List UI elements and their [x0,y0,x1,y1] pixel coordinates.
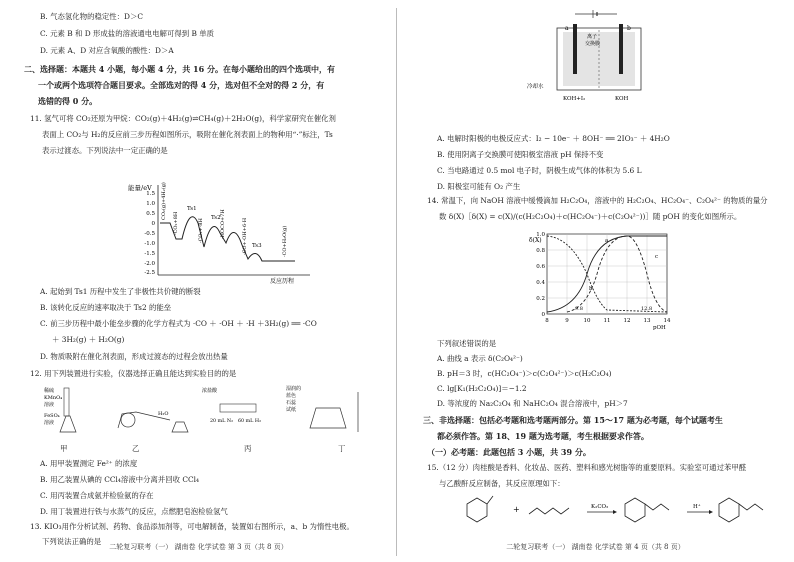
tick-8: -2.0 [144,261,155,267]
membrane-label-1: 离子 [587,34,598,40]
chart-ylabel: 能量/eV [128,184,152,192]
ytick-1: 1.0 [536,232,545,238]
right-solution: KOH [615,96,629,102]
species-6: ·CO+H₂O(g) [282,225,288,257]
section-3-line1: 三、非选择题：包括必考题和选考题两部分。第 15～17 题为必考题，每个试题考生 [423,415,723,425]
chart2-ylabel: δ(X) [529,237,542,244]
tick-1: 1.5 [146,191,155,197]
cinnamic-acid-ring [719,498,739,522]
q12-stem: 12. 用下列装置进行实验，仪器选择正确且能达到实验目的的是 [30,369,237,378]
ytick-6: 0 [541,312,545,318]
q13-stem: 13. KIO₃用作分析试剂、药物、食品添加剂等，可电解制备，装置如右图所示，a、b 为惰性电极。 [30,522,354,531]
label-a: a [565,25,569,32]
cinnamic-acid-chain [739,504,763,510]
species-labels [160,182,288,257]
ts1-label: Ts1 [187,206,197,212]
membrane-label-2: 交换膜 [585,41,601,47]
xtick-2: 9 [565,318,569,324]
chart-xlabel: 反应历程 [270,278,295,285]
burette-tube [64,388,69,416]
curve-label-c: c [655,254,659,260]
xtick-6: 13 [643,318,651,324]
option-b-prev: B. 气态氢化物的稳定性：D＞C [40,12,144,21]
q14-question: 下列叙述错误的是 [437,339,497,348]
q14-line2: 数 δ(X)［δ(X) = c(X)/(c(H₂C₂O₄)＋c(HC₂O₄⁻)＋c(C₂O₄²⁻))］随 pOH 的变化如图所示。 [439,212,742,221]
q13-option-c: C. 当电路通过 0.5 mol 电子时，阴极生成气体的体积为 5.6 L [437,166,642,175]
distillation-flask [121,413,135,427]
xtick-4: 11 [603,318,611,324]
erlenmeyer-flask [60,416,76,432]
q12-option-b: B. 用乙装置从碘的 CCl₄溶液中分离并回收 CCl₄ [40,475,199,484]
q11-option-b: B. 该转化反应的速率取决于 Ts2 的能垒 [40,303,172,312]
label-7: 浓盐酸 [202,388,218,394]
arrow-1-head [613,510,617,514]
tick-4: 0 [151,221,155,227]
electrode-a [573,24,577,74]
curve-label-b: b [589,286,593,292]
ytick-5: 0.2 [536,296,545,302]
q11-line3: 表示过渡态。下列说法中一定正确的是 [42,146,168,155]
section-3-line2: 都必须作答。第 18、19 题为选考题，考生根据要求作答。 [437,431,649,441]
grid [547,234,667,314]
electrode-b [619,24,623,74]
label-10: 湿润的 [286,386,302,392]
plus-sign: + [513,505,520,514]
chart2-xlabel: pOH [653,325,666,330]
section-2-line2: 一个或两个选项符合题目要求。全部选对的得 4 分，选对但不全对的得 2 分，有 [38,80,325,90]
species-4: ·HOCO+7H [220,209,226,239]
tick-6: -1.0 [144,241,155,247]
energy-curve [160,217,295,261]
right-footer: 二轮复习联考（一） 湖南卷 化学试卷 第 4 页（共 8 页） [506,543,685,552]
label-3: 溶液 [44,402,55,408]
anhydride [529,508,569,514]
species-5: ·CO+·OH+6·H [242,217,248,255]
reaction-vessel [310,408,346,428]
ts2-label: Ts2 [211,215,221,221]
left-solution: KOH+I₂ [563,96,586,102]
q12-option-d: D. 用丁装置进行铁与水蒸气的反应，点燃肥皂泡检验氢气 [40,507,228,516]
label-9: 60 mL H₂ [238,419,261,424]
species-2: ·CO₂+8H [173,211,179,235]
q14-option-a: A. 曲线 a 表示 δ(C₂O₄²⁻) [437,354,523,363]
q12-option-c: C. 用丙装置合成氨并检验氨的存在 [40,491,154,500]
q15-line1: 15.（12 分）肉桂酸是香料、化妆品、医药、塑料和感光树脂等的重要原料。实验室可通过苯甲醛 [427,463,747,472]
species-3: ·CO₂+·8H [198,218,204,243]
intermediate-chain [645,504,669,510]
tag-ding: 丁 [338,444,346,453]
intermediate-ring [625,498,645,522]
option-c-prev: C. 元素 B 和 D 形成盐的溶液通电电解可得到 B 单质 [40,29,215,38]
q14-option-c: C. lg[K₁(H₂C₂O₄)]＝−1.2 [437,384,527,393]
label-b: b [627,25,631,32]
xtick-7: 14 [663,318,671,324]
label-13: 试纸 [286,407,297,413]
q11-option-c2: ＋ 3H₂(g) ＋ H₂O(g) [52,335,125,344]
label-2: KMnO₄ [44,395,63,401]
option-d-prev: D. 元素 A、D 对应含氧酸的酸性：D＞A [40,46,174,55]
q15-line2: 与乙酸酐反应制备，其反应原理如下： [439,479,565,488]
xtick-3: 10 [583,318,591,324]
coolant-label: 冷却水 [527,84,544,90]
reaction-scheme [447,490,777,536]
q11-option-c1: C. 前三步历程中最小能垒步骤的化学方程式为 ·CO ＋ ·OH ＋ ·H ＋3H₂(g) ══ ·CO [40,319,317,328]
curve-b [567,236,667,312]
q13-question: 下列说法正确的是 [42,537,102,546]
q14-option-b: B. pH＝3 时，c(HC₂O₄⁻)＞c(C₂O₄²⁻)＞c(H₂C₂O₄) [437,369,612,378]
ytick-3: 0.6 [536,264,545,270]
q11-line2: 表面上 CO₂与 H₂的反应前三步历程如图所示，吸附在催化剂表面上的物种用“·”标注，Ts [42,130,333,139]
reagent-2: H⁺ [693,504,701,510]
tick-3: 0.5 [146,211,155,217]
left-footer: 二轮复习联考（一） 湖南卷 化学试卷 第 3 页（共 8 页） [109,543,288,552]
tick-5: -0.5 [144,231,155,237]
reagent-1: K₂CO₃ [591,504,609,510]
xtick-5: 12 [623,318,631,324]
q14-option-d: D. 等浓度的 Na₂C₂O₄ 和 NaHC₂O₄ 混合溶液中，pH＞7 [437,399,628,408]
aldehyde-bond [487,496,493,504]
species-1: CO₂(g)+4H₂(g) [161,182,167,220]
label-12: 石蕊 [286,400,297,406]
xtick-1: 8 [545,318,549,324]
section-2-line3: 选错的得 0 分。 [38,96,98,106]
receiver-flask [172,422,188,432]
section-3-sub: （一）必考题：此题包括 3 小题，共 39 分。 [427,447,591,457]
q12-option-a: A. 用甲装置测定 Fe²⁺ 的浓度 [40,459,138,468]
tick-9: -2.5 [144,270,155,276]
q13-option-b: B. 使用阴离子交换膜可使阳极室溶液 pH 保持不变 [437,150,604,159]
ts3-label: Ts3 [252,243,262,249]
label-5: 溶液 [44,420,55,426]
q13-option-a: A. 电解时阳极的电极反应式：I₂ − 10e⁻ ＋ 8OH⁻ ══ 2IO₃⁻ ＋ 4H₂O [437,134,670,143]
tick-2: 1.0 [146,201,155,207]
label-11: 蓝色 [286,393,297,399]
q13-option-d: D. 阳极室可能有 O₂ 产生 [437,182,521,191]
benzaldehyde-ring [467,498,487,522]
tag-jia: 甲 [60,444,68,453]
right-page [397,0,794,562]
arrow-2-head [709,510,713,514]
fraction-chart [527,228,677,330]
curve-label-a: a [605,238,609,244]
q11-option-d: D. 物质吸附在催化剂表面，形成过渡态的过程会放出热量 [40,352,228,361]
tag-bing: 丙 [244,444,252,453]
q11-line1: 11. 氢气可将 CO₂还原为甲烷：CO₂(g)＋4H₂(g)⇌CH₄(g)＋2H₂O(g)，科学家研究在催化剂 [30,114,336,123]
label-1: 稀硫 [44,388,55,394]
label-8: 20 mL N₂ [210,419,234,424]
section-2-line1: 二、选择题：本题共 4 小题，每小题 4 分，共 16 分。在每小题给出的四个选项中，有 [24,64,335,74]
q11-option-a: A. 起始到 Ts1 历程中发生了非极性共价键的断裂 [40,287,201,296]
ytick-4: 0.4 [536,280,545,286]
energy-profile-chart [120,163,320,285]
tick-7: -1.5 [144,251,155,257]
ytick-2: 0.8 [536,248,545,254]
label-4: FeSO₄ [44,413,60,419]
mark-9-8: 9.8 [575,306,583,312]
electrolysis-cell [527,8,677,106]
label-6: H₂O [158,411,169,417]
tag-yi: 乙 [132,444,140,453]
apparatus-figure [40,384,380,436]
tube-reactor [220,404,256,412]
mark-12-8: 12.8 [641,306,653,312]
q14-line1: 14. 常温下，向 NaOH 溶液中缓慢滴加 H₂C₂O₄，溶液中的 H₂C₂O₄、HC₂O₄⁻、C₂O₄²⁻ 的物质的量分 [427,196,768,205]
